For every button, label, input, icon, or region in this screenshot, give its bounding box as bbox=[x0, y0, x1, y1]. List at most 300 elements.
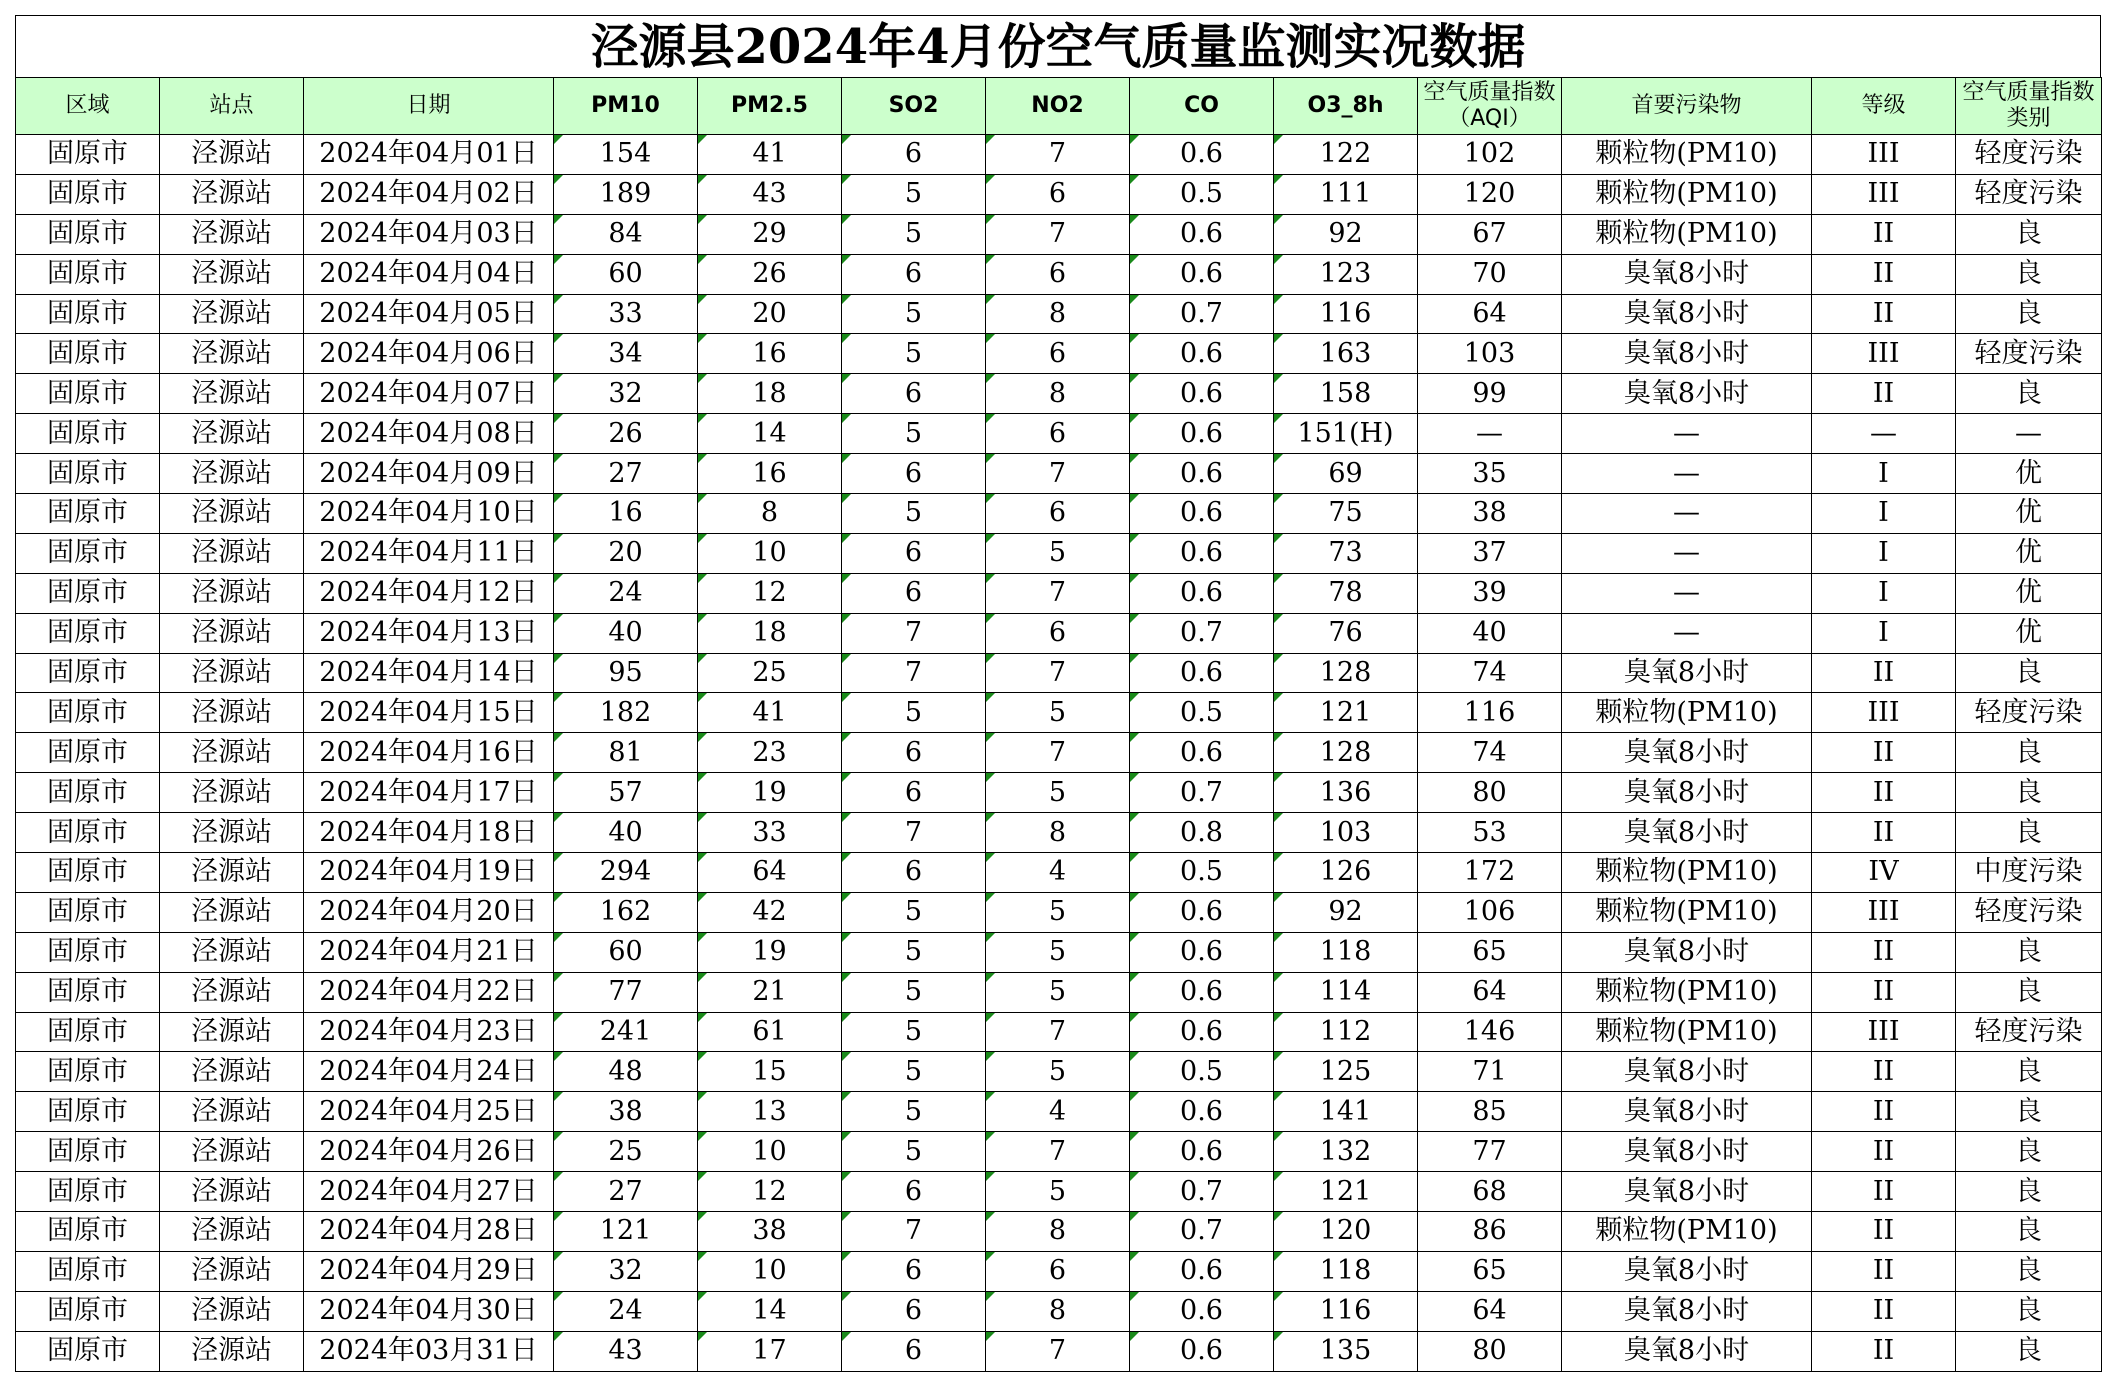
table-cell[interactable]: 5 bbox=[842, 294, 986, 334]
table-cell[interactable]: 40 bbox=[554, 813, 698, 853]
table-cell[interactable]: 18 bbox=[698, 374, 842, 414]
table-cell[interactable]: — bbox=[1812, 414, 1956, 454]
table-cell[interactable]: 泾源站 bbox=[160, 573, 304, 613]
table-cell[interactable]: 良 bbox=[1956, 1331, 2102, 1371]
table-cell[interactable]: 0.6 bbox=[1130, 214, 1274, 254]
table-cell[interactable]: 良 bbox=[1956, 1212, 2102, 1252]
table-cell[interactable]: 臭氧8小时 bbox=[1562, 1291, 1812, 1331]
table-cell[interactable]: 6 bbox=[842, 374, 986, 414]
column-header[interactable]: PM10 bbox=[554, 78, 698, 135]
table-cell[interactable]: 轻度污染 bbox=[1956, 1012, 2102, 1052]
table-cell[interactable]: 2024年04月14日 bbox=[304, 653, 554, 693]
table-cell[interactable]: 固原市 bbox=[16, 932, 160, 972]
table-cell[interactable]: 5 bbox=[986, 693, 1130, 733]
table-cell[interactable]: 2024年04月07日 bbox=[304, 374, 554, 414]
table-cell[interactable]: 27 bbox=[554, 454, 698, 494]
table-cell[interactable]: 泾源站 bbox=[160, 494, 304, 534]
table-cell[interactable]: 2024年04月23日 bbox=[304, 1012, 554, 1052]
table-cell[interactable]: 8 bbox=[986, 1291, 1130, 1331]
table-cell[interactable]: 16 bbox=[698, 454, 842, 494]
table-cell[interactable]: 泾源站 bbox=[160, 214, 304, 254]
table-cell[interactable]: 73 bbox=[1274, 533, 1418, 573]
table-cell[interactable]: 臭氧8小时 bbox=[1562, 1251, 1812, 1291]
table-cell[interactable]: 良 bbox=[1956, 653, 2102, 693]
table-cell[interactable]: 6 bbox=[842, 533, 986, 573]
table-cell[interactable]: II bbox=[1812, 214, 1956, 254]
table-cell[interactable]: 2024年04月15日 bbox=[304, 693, 554, 733]
table-cell[interactable]: II bbox=[1812, 653, 1956, 693]
table-cell[interactable]: 0.6 bbox=[1130, 1092, 1274, 1132]
table-cell[interactable]: 6 bbox=[986, 414, 1130, 454]
table-cell[interactable]: 良 bbox=[1956, 1132, 2102, 1172]
table-cell[interactable]: 泾源站 bbox=[160, 653, 304, 693]
table-cell[interactable]: 125 bbox=[1274, 1052, 1418, 1092]
table-cell[interactable]: 2024年04月21日 bbox=[304, 932, 554, 972]
table-cell[interactable]: — bbox=[1562, 494, 1812, 534]
table-cell[interactable]: 20 bbox=[698, 294, 842, 334]
table-cell[interactable]: 泾源站 bbox=[160, 374, 304, 414]
table-cell[interactable]: 12 bbox=[698, 1172, 842, 1212]
table-cell[interactable]: 80 bbox=[1418, 773, 1562, 813]
table-cell[interactable]: 2024年04月28日 bbox=[304, 1212, 554, 1252]
table-cell[interactable]: 5 bbox=[986, 1052, 1130, 1092]
table-cell[interactable]: 良 bbox=[1956, 773, 2102, 813]
table-cell[interactable]: 5 bbox=[842, 892, 986, 932]
table-cell[interactable]: 0.8 bbox=[1130, 813, 1274, 853]
table-cell[interactable]: 6 bbox=[986, 613, 1130, 653]
table-cell[interactable]: 5 bbox=[842, 932, 986, 972]
table-cell[interactable]: 81 bbox=[554, 733, 698, 773]
table-cell[interactable]: 92 bbox=[1274, 892, 1418, 932]
table-cell[interactable]: 固原市 bbox=[16, 972, 160, 1012]
table-cell[interactable]: 2024年04月01日 bbox=[304, 135, 554, 175]
table-cell[interactable]: 7 bbox=[986, 1012, 1130, 1052]
table-cell[interactable]: 2024年04月16日 bbox=[304, 733, 554, 773]
column-header[interactable]: 等级 bbox=[1812, 78, 1956, 135]
table-cell[interactable]: 158 bbox=[1274, 374, 1418, 414]
table-cell[interactable]: 0.7 bbox=[1130, 294, 1274, 334]
table-cell[interactable]: 33 bbox=[554, 294, 698, 334]
table-cell[interactable]: II bbox=[1812, 1052, 1956, 1092]
table-cell[interactable]: 良 bbox=[1956, 932, 2102, 972]
table-cell[interactable]: 69 bbox=[1274, 454, 1418, 494]
table-cell[interactable]: 5 bbox=[842, 693, 986, 733]
table-cell[interactable]: II bbox=[1812, 1331, 1956, 1371]
table-cell[interactable]: 固原市 bbox=[16, 135, 160, 175]
table-cell[interactable]: 臭氧8小时 bbox=[1562, 733, 1812, 773]
table-cell[interactable]: 20 bbox=[554, 533, 698, 573]
column-header[interactable]: 首要污染物 bbox=[1562, 78, 1812, 135]
table-cell[interactable]: 71 bbox=[1418, 1052, 1562, 1092]
column-header[interactable]: SO2 bbox=[842, 78, 986, 135]
table-cell[interactable]: 7 bbox=[842, 813, 986, 853]
table-cell[interactable]: 38 bbox=[1418, 494, 1562, 534]
table-cell[interactable]: 泾源站 bbox=[160, 1132, 304, 1172]
table-cell[interactable]: IV bbox=[1812, 853, 1956, 893]
table-cell[interactable]: 162 bbox=[554, 892, 698, 932]
table-cell[interactable]: 146 bbox=[1418, 1012, 1562, 1052]
table-cell[interactable]: 118 bbox=[1274, 1251, 1418, 1291]
column-header[interactable]: 空气质量指数（AQI） bbox=[1418, 78, 1562, 135]
table-cell[interactable]: 固原市 bbox=[16, 892, 160, 932]
table-cell[interactable]: 102 bbox=[1418, 135, 1562, 175]
table-cell[interactable]: 固原市 bbox=[16, 454, 160, 494]
table-cell[interactable]: 固原市 bbox=[16, 613, 160, 653]
table-cell[interactable]: 泾源站 bbox=[160, 533, 304, 573]
table-cell[interactable]: 14 bbox=[698, 1291, 842, 1331]
table-cell[interactable]: 臭氧8小时 bbox=[1562, 334, 1812, 374]
table-cell[interactable]: 70 bbox=[1418, 254, 1562, 294]
table-cell[interactable]: 5 bbox=[986, 1172, 1130, 1212]
table-cell[interactable]: 182 bbox=[554, 693, 698, 733]
table-cell[interactable]: 2024年04月24日 bbox=[304, 1052, 554, 1092]
table-cell[interactable]: 8 bbox=[986, 1212, 1130, 1252]
table-cell[interactable]: 7 bbox=[986, 1132, 1130, 1172]
table-cell[interactable]: 5 bbox=[842, 494, 986, 534]
table-cell[interactable]: I bbox=[1812, 454, 1956, 494]
table-cell[interactable]: 0.6 bbox=[1130, 892, 1274, 932]
table-cell[interactable]: 121 bbox=[1274, 1172, 1418, 1212]
table-cell[interactable]: 37 bbox=[1418, 533, 1562, 573]
table-cell[interactable]: 固原市 bbox=[16, 653, 160, 693]
table-cell[interactable]: 良 bbox=[1956, 972, 2102, 1012]
table-cell[interactable]: 0.6 bbox=[1130, 1251, 1274, 1291]
table-cell[interactable]: 103 bbox=[1418, 334, 1562, 374]
table-cell[interactable]: II bbox=[1812, 1172, 1956, 1212]
table-cell[interactable]: 64 bbox=[698, 853, 842, 893]
table-cell[interactable]: 121 bbox=[554, 1212, 698, 1252]
table-cell[interactable]: 泾源站 bbox=[160, 1291, 304, 1331]
table-cell[interactable]: 2024年04月22日 bbox=[304, 972, 554, 1012]
table-cell[interactable]: 固原市 bbox=[16, 334, 160, 374]
table-cell[interactable]: 固原市 bbox=[16, 1172, 160, 1212]
table-cell[interactable]: 轻度污染 bbox=[1956, 693, 2102, 733]
table-cell[interactable]: 固原市 bbox=[16, 174, 160, 214]
table-cell[interactable]: 163 bbox=[1274, 334, 1418, 374]
table-cell[interactable]: I bbox=[1812, 573, 1956, 613]
column-header[interactable]: NO2 bbox=[986, 78, 1130, 135]
table-cell[interactable]: 4 bbox=[986, 1092, 1130, 1132]
table-cell[interactable]: 颗粒物(PM10) bbox=[1562, 1012, 1812, 1052]
table-cell[interactable]: 10 bbox=[698, 1132, 842, 1172]
table-cell[interactable]: 固原市 bbox=[16, 254, 160, 294]
table-cell[interactable]: 臭氧8小时 bbox=[1562, 653, 1812, 693]
table-cell[interactable]: 固原市 bbox=[16, 414, 160, 454]
table-cell[interactable]: 0.6 bbox=[1130, 972, 1274, 1012]
table-cell[interactable]: III bbox=[1812, 693, 1956, 733]
table-cell[interactable]: 7 bbox=[842, 1212, 986, 1252]
table-cell[interactable]: 良 bbox=[1956, 1052, 2102, 1092]
table-cell[interactable]: 泾源站 bbox=[160, 1172, 304, 1212]
table-cell[interactable]: 0.5 bbox=[1130, 853, 1274, 893]
table-cell[interactable]: 固原市 bbox=[16, 294, 160, 334]
table-cell[interactable]: 40 bbox=[1418, 613, 1562, 653]
table-cell[interactable]: 泾源站 bbox=[160, 294, 304, 334]
table-cell[interactable]: 5 bbox=[986, 972, 1130, 1012]
table-cell[interactable]: 6 bbox=[842, 1251, 986, 1291]
table-cell[interactable]: 116 bbox=[1418, 693, 1562, 733]
table-cell[interactable]: 2024年04月08日 bbox=[304, 414, 554, 454]
table-cell[interactable]: 0.6 bbox=[1130, 1291, 1274, 1331]
table-cell[interactable]: — bbox=[1562, 533, 1812, 573]
table-cell[interactable]: 116 bbox=[1274, 1291, 1418, 1331]
table-cell[interactable]: II bbox=[1812, 813, 1956, 853]
table-cell[interactable]: 60 bbox=[554, 254, 698, 294]
table-cell[interactable]: 6 bbox=[986, 174, 1130, 214]
table-cell[interactable]: 良 bbox=[1956, 254, 2102, 294]
table-cell[interactable]: III bbox=[1812, 334, 1956, 374]
table-cell[interactable]: 5 bbox=[986, 533, 1130, 573]
table-cell[interactable]: — bbox=[1956, 414, 2102, 454]
table-cell[interactable]: II bbox=[1812, 1212, 1956, 1252]
table-cell[interactable]: — bbox=[1418, 414, 1562, 454]
table-cell[interactable]: 86 bbox=[1418, 1212, 1562, 1252]
table-cell[interactable]: 7 bbox=[986, 135, 1130, 175]
table-cell[interactable]: 臭氧8小时 bbox=[1562, 1132, 1812, 1172]
table-cell[interactable]: — bbox=[1562, 573, 1812, 613]
table-cell[interactable]: 241 bbox=[554, 1012, 698, 1052]
table-cell[interactable]: 8 bbox=[986, 813, 1130, 853]
table-cell[interactable]: 128 bbox=[1274, 653, 1418, 693]
table-cell[interactable]: 固原市 bbox=[16, 1012, 160, 1052]
table-cell[interactable]: 固原市 bbox=[16, 853, 160, 893]
table-cell[interactable]: — bbox=[1562, 414, 1812, 454]
table-cell[interactable]: 0.6 bbox=[1130, 1132, 1274, 1172]
table-cell[interactable]: 0.5 bbox=[1130, 1052, 1274, 1092]
table-cell[interactable]: 2024年03月31日 bbox=[304, 1331, 554, 1371]
table-cell[interactable]: 25 bbox=[554, 1132, 698, 1172]
table-cell[interactable]: 轻度污染 bbox=[1956, 892, 2102, 932]
table-cell[interactable]: 固原市 bbox=[16, 693, 160, 733]
table-cell[interactable]: 77 bbox=[1418, 1132, 1562, 1172]
table-cell[interactable]: 0.6 bbox=[1130, 374, 1274, 414]
table-cell[interactable]: 5 bbox=[986, 892, 1130, 932]
table-cell[interactable]: 42 bbox=[698, 892, 842, 932]
table-cell[interactable]: III bbox=[1812, 1012, 1956, 1052]
table-cell[interactable]: 6 bbox=[842, 135, 986, 175]
table-cell[interactable]: 151(H) bbox=[1274, 414, 1418, 454]
table-cell[interactable]: 132 bbox=[1274, 1132, 1418, 1172]
table-cell[interactable]: III bbox=[1812, 892, 1956, 932]
table-cell[interactable]: 5 bbox=[842, 174, 986, 214]
table-cell[interactable]: II bbox=[1812, 374, 1956, 414]
table-cell[interactable]: 6 bbox=[842, 773, 986, 813]
table-cell[interactable]: 泾源站 bbox=[160, 892, 304, 932]
table-cell[interactable]: 12 bbox=[698, 573, 842, 613]
table-cell[interactable]: 7 bbox=[842, 653, 986, 693]
table-cell[interactable]: 优 bbox=[1956, 573, 2102, 613]
table-cell[interactable]: 泾源站 bbox=[160, 613, 304, 653]
table-cell[interactable]: 固原市 bbox=[16, 533, 160, 573]
table-cell[interactable]: 122 bbox=[1274, 135, 1418, 175]
column-header[interactable]: 区域 bbox=[16, 78, 160, 135]
table-cell[interactable]: 7 bbox=[986, 1331, 1130, 1371]
table-cell[interactable]: 2024年04月05日 bbox=[304, 294, 554, 334]
table-cell[interactable]: 78 bbox=[1274, 573, 1418, 613]
table-cell[interactable]: 21 bbox=[698, 972, 842, 1012]
table-cell[interactable]: 35 bbox=[1418, 454, 1562, 494]
table-cell[interactable]: 189 bbox=[554, 174, 698, 214]
table-cell[interactable]: 172 bbox=[1418, 853, 1562, 893]
table-cell[interactable]: 2024年04月27日 bbox=[304, 1172, 554, 1212]
table-cell[interactable]: 126 bbox=[1274, 853, 1418, 893]
table-cell[interactable]: II bbox=[1812, 1132, 1956, 1172]
table-cell[interactable]: 良 bbox=[1956, 1092, 2102, 1132]
table-cell[interactable]: 臭氧8小时 bbox=[1562, 932, 1812, 972]
table-cell[interactable]: 泾源站 bbox=[160, 254, 304, 294]
table-cell[interactable]: 良 bbox=[1956, 1251, 2102, 1291]
table-cell[interactable]: 固原市 bbox=[16, 773, 160, 813]
table-cell[interactable]: 固原市 bbox=[16, 1052, 160, 1092]
table-cell[interactable]: 65 bbox=[1418, 932, 1562, 972]
column-header[interactable]: 站点 bbox=[160, 78, 304, 135]
table-cell[interactable]: 5 bbox=[842, 214, 986, 254]
table-cell[interactable]: 18 bbox=[698, 613, 842, 653]
table-cell[interactable]: II bbox=[1812, 1291, 1956, 1331]
table-cell[interactable]: 136 bbox=[1274, 773, 1418, 813]
table-cell[interactable]: 固原市 bbox=[16, 1132, 160, 1172]
table-cell[interactable]: 2024年04月17日 bbox=[304, 773, 554, 813]
table-cell[interactable]: 128 bbox=[1274, 733, 1418, 773]
table-cell[interactable]: 固原市 bbox=[16, 733, 160, 773]
table-cell[interactable]: 7 bbox=[986, 733, 1130, 773]
table-cell[interactable]: 0.6 bbox=[1130, 454, 1274, 494]
column-header[interactable]: CO bbox=[1130, 78, 1274, 135]
table-cell[interactable]: 6 bbox=[842, 1331, 986, 1371]
table-cell[interactable]: 颗粒物(PM10) bbox=[1562, 135, 1812, 175]
table-cell[interactable]: 19 bbox=[698, 773, 842, 813]
table-cell[interactable]: 5 bbox=[842, 414, 986, 454]
table-cell[interactable]: 106 bbox=[1418, 892, 1562, 932]
table-cell[interactable]: 0.6 bbox=[1130, 494, 1274, 534]
table-cell[interactable]: 5 bbox=[842, 972, 986, 1012]
table-cell[interactable]: 27 bbox=[554, 1172, 698, 1212]
table-cell[interactable]: 7 bbox=[986, 653, 1130, 693]
table-cell[interactable]: 颗粒物(PM10) bbox=[1562, 892, 1812, 932]
table-cell[interactable]: 2024年04月13日 bbox=[304, 613, 554, 653]
table-cell[interactable]: 74 bbox=[1418, 733, 1562, 773]
table-cell[interactable]: 75 bbox=[1274, 494, 1418, 534]
table-cell[interactable]: 良 bbox=[1956, 813, 2102, 853]
table-cell[interactable]: 26 bbox=[698, 254, 842, 294]
table-cell[interactable]: 141 bbox=[1274, 1092, 1418, 1132]
table-cell[interactable]: 0.6 bbox=[1130, 135, 1274, 175]
table-cell[interactable]: 2024年04月06日 bbox=[304, 334, 554, 374]
table-cell[interactable]: 5 bbox=[842, 334, 986, 374]
table-cell[interactable]: 轻度污染 bbox=[1956, 334, 2102, 374]
table-cell[interactable]: 0.6 bbox=[1130, 254, 1274, 294]
table-cell[interactable]: 优 bbox=[1956, 454, 2102, 494]
table-cell[interactable]: 2024年04月03日 bbox=[304, 214, 554, 254]
table-cell[interactable]: 臭氧8小时 bbox=[1562, 374, 1812, 414]
table-cell[interactable]: 25 bbox=[698, 653, 842, 693]
table-cell[interactable]: — bbox=[1562, 454, 1812, 494]
table-cell[interactable]: 6 bbox=[842, 254, 986, 294]
table-cell[interactable]: 43 bbox=[554, 1331, 698, 1371]
table-cell[interactable]: 5 bbox=[986, 773, 1130, 813]
table-cell[interactable]: 2024年04月20日 bbox=[304, 892, 554, 932]
table-cell[interactable]: 泾源站 bbox=[160, 414, 304, 454]
table-cell[interactable]: 7 bbox=[986, 214, 1130, 254]
table-cell[interactable]: 2024年04月30日 bbox=[304, 1291, 554, 1331]
table-cell[interactable]: 99 bbox=[1418, 374, 1562, 414]
table-cell[interactable]: 53 bbox=[1418, 813, 1562, 853]
table-cell[interactable]: 0.7 bbox=[1130, 613, 1274, 653]
table-cell[interactable]: 39 bbox=[1418, 573, 1562, 613]
table-cell[interactable]: 泾源站 bbox=[160, 1212, 304, 1252]
table-cell[interactable]: 轻度污染 bbox=[1956, 135, 2102, 175]
table-cell[interactable]: 2024年04月18日 bbox=[304, 813, 554, 853]
table-cell[interactable]: — bbox=[1562, 613, 1812, 653]
table-cell[interactable]: 颗粒物(PM10) bbox=[1562, 693, 1812, 733]
table-cell[interactable]: 48 bbox=[554, 1052, 698, 1092]
table-cell[interactable]: 6 bbox=[986, 334, 1130, 374]
table-cell[interactable]: 23 bbox=[698, 733, 842, 773]
table-cell[interactable]: 固原市 bbox=[16, 1331, 160, 1371]
column-header[interactable]: 日期 bbox=[304, 78, 554, 135]
table-cell[interactable]: 0.6 bbox=[1130, 733, 1274, 773]
table-cell[interactable]: 臭氧8小时 bbox=[1562, 294, 1812, 334]
table-cell[interactable]: 2024年04月04日 bbox=[304, 254, 554, 294]
table-cell[interactable]: 74 bbox=[1418, 653, 1562, 693]
table-cell[interactable]: 臭氧8小时 bbox=[1562, 1172, 1812, 1212]
table-cell[interactable]: I bbox=[1812, 613, 1956, 653]
table-cell[interactable]: 2024年04月10日 bbox=[304, 494, 554, 534]
table-cell[interactable]: 优 bbox=[1956, 533, 2102, 573]
table-cell[interactable]: 10 bbox=[698, 533, 842, 573]
table-cell[interactable]: III bbox=[1812, 174, 1956, 214]
table-cell[interactable]: 29 bbox=[698, 214, 842, 254]
table-cell[interactable]: 92 bbox=[1274, 214, 1418, 254]
table-cell[interactable]: 7 bbox=[986, 454, 1130, 494]
table-cell[interactable]: 泾源站 bbox=[160, 1251, 304, 1291]
table-cell[interactable]: 良 bbox=[1956, 374, 2102, 414]
table-cell[interactable]: 15 bbox=[698, 1052, 842, 1092]
table-cell[interactable]: II bbox=[1812, 254, 1956, 294]
table-cell[interactable]: 77 bbox=[554, 972, 698, 1012]
table-cell[interactable]: 118 bbox=[1274, 932, 1418, 972]
table-cell[interactable]: 2024年04月26日 bbox=[304, 1132, 554, 1172]
table-cell[interactable]: 0.7 bbox=[1130, 773, 1274, 813]
table-cell[interactable]: 颗粒物(PM10) bbox=[1562, 1212, 1812, 1252]
table-cell[interactable]: 泾源站 bbox=[160, 813, 304, 853]
table-cell[interactable]: 0.6 bbox=[1130, 1331, 1274, 1371]
table-cell[interactable]: 43 bbox=[698, 174, 842, 214]
table-cell[interactable]: 67 bbox=[1418, 214, 1562, 254]
table-cell[interactable]: 0.5 bbox=[1130, 174, 1274, 214]
table-cell[interactable]: 65 bbox=[1418, 1251, 1562, 1291]
table-cell[interactable]: 0.6 bbox=[1130, 653, 1274, 693]
table-cell[interactable]: 41 bbox=[698, 693, 842, 733]
table-cell[interactable]: II bbox=[1812, 1251, 1956, 1291]
table-cell[interactable]: 良 bbox=[1956, 1172, 2102, 1212]
table-cell[interactable]: 7 bbox=[986, 573, 1130, 613]
table-cell[interactable]: 良 bbox=[1956, 214, 2102, 254]
column-header[interactable]: PM2.5 bbox=[698, 78, 842, 135]
table-cell[interactable]: 泾源站 bbox=[160, 733, 304, 773]
table-cell[interactable]: 2024年04月19日 bbox=[304, 853, 554, 893]
table-cell[interactable]: 64 bbox=[1418, 972, 1562, 1012]
table-cell[interactable]: 泾源站 bbox=[160, 334, 304, 374]
table-cell[interactable]: 固原市 bbox=[16, 1092, 160, 1132]
table-cell[interactable]: II bbox=[1812, 294, 1956, 334]
table-cell[interactable]: 13 bbox=[698, 1092, 842, 1132]
table-cell[interactable]: 2024年04月09日 bbox=[304, 454, 554, 494]
table-cell[interactable]: 泾源站 bbox=[160, 174, 304, 214]
table-cell[interactable]: 85 bbox=[1418, 1092, 1562, 1132]
table-cell[interactable]: 泾源站 bbox=[160, 1331, 304, 1371]
table-cell[interactable]: 103 bbox=[1274, 813, 1418, 853]
